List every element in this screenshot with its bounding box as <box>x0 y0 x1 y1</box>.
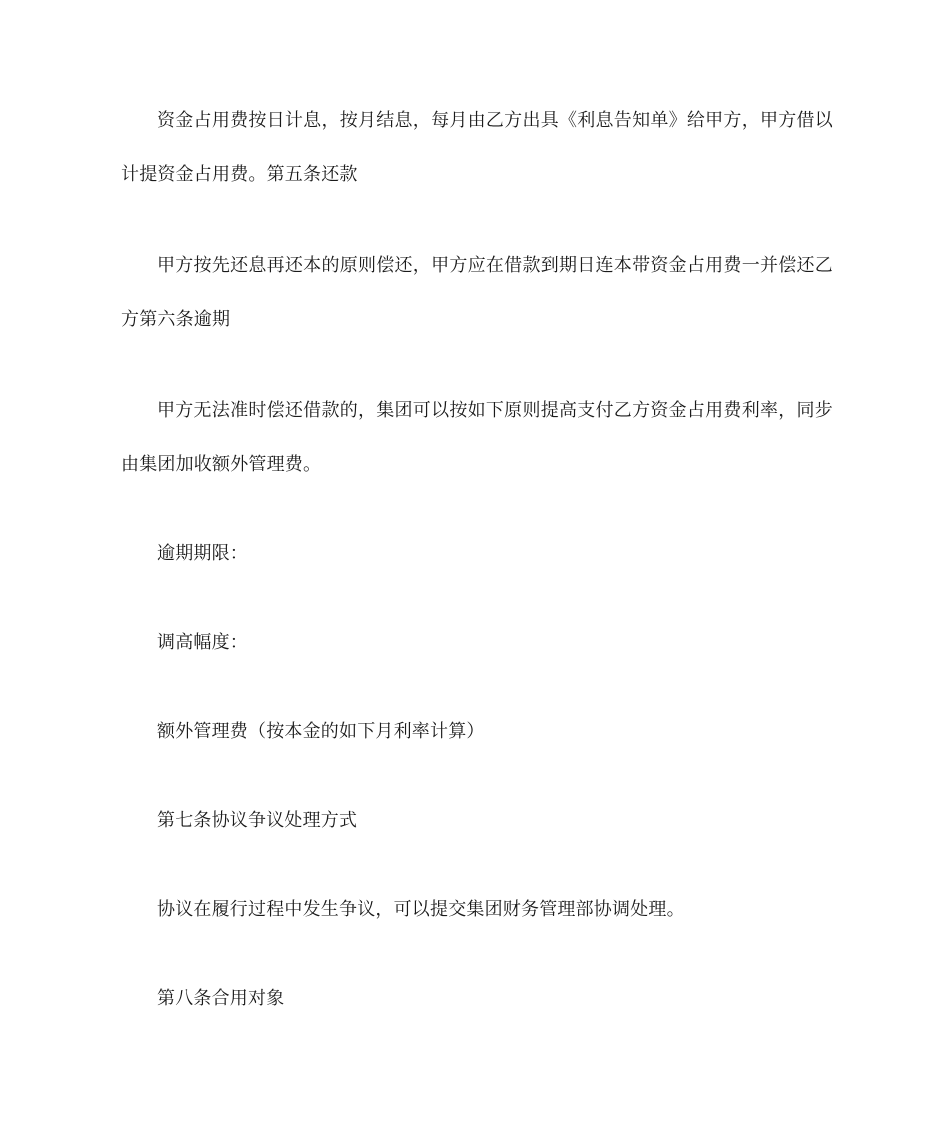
heading-article-seven: 第七条协议争议处理方式 <box>157 810 358 831</box>
paragraph-repayment: 甲方按先还息再还本的原则偿还，甲方应在借款到期日连本带资金占用费一并偿还乙方第六条逾期 <box>121 255 833 330</box>
heading-article-eight: 第八条合用对象 <box>157 988 285 1009</box>
paragraph-overdue-penalty: 甲方无法准时偿还借款的，集团可以按如下原则提高支付乙方资金占用费利率，同步由集团加收额外管理费。 <box>121 400 833 475</box>
paragraph-rate-increase: 调高幅度： <box>157 632 248 653</box>
paragraph-overdue-term: 逾期期限： <box>157 543 248 564</box>
document-body <box>121 94 833 1026</box>
paragraph-interest-settlement: 资金占用费按日计息，按月结息，每月由乙方出具《利息告知单》给甲方，甲方借以计提资金占用费。第五条还款 <box>121 110 833 185</box>
paragraph-extra-fee: 额外管理费（按本金的如下月利率计算） <box>157 721 485 742</box>
paragraph-dispute-resolution: 协议在履行过程中发生争议，可以提交集团财务管理部协调处理。 <box>157 899 685 920</box>
